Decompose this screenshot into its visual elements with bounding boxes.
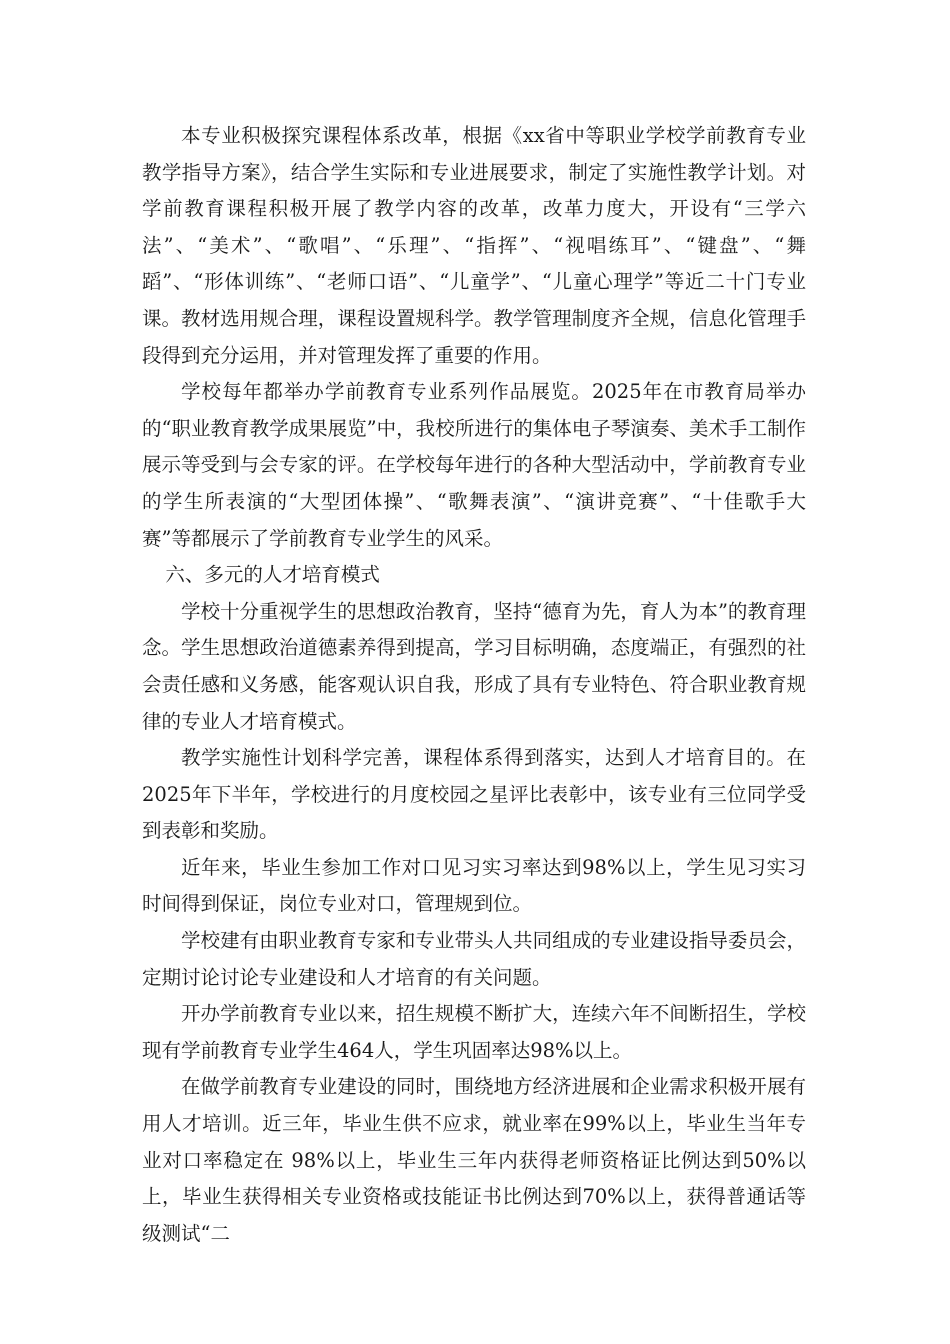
- paragraph-teaching-plan: 教学实施性计划科学完善，课程体系得到落实，达到人才培育目的。在2025年下半年，学校进行的月度校园之星评比表彰中，该专业有三位同学受到表彰和奖励。: [142, 746, 806, 843]
- paragraph-employment: 在做学前教育专业建设的同时，围绕地方经济进展和企业需求积极开展有用人才培训。近三年，毕业生供不应求，就业率在99%以上，毕业生当年专业对口率稳定在 98%以上，毕业生三年内获得老师资格证比例达到50%以上，毕业生获得相关专业资格或技能证书比例达到70%以上，获得普通话等级测试“二: [142, 1075, 806, 1245]
- paragraph-internship-rate: 近年来，毕业生参加工作对口见习实习率达到98%以上，学生见习实习时间得到保证，岗位专业对口，管理规到位。: [142, 855, 806, 916]
- paragraph-works-exhibition: 学校每年都举办学前教育专业系列作品展览。2025年在市教育局举办的“职业教育教学成果展览”中，我校所进行的集体电子琴演奏、美术手工制作展示等受到与会专家的评。在学校每年进行的各种大型活动中，学前教育专业的学生所表演的“大型团体操”、“歌舞表演”、“演讲竞赛”、“十佳歌手大赛”等都展示了学前教育专业学生的风采。: [142, 380, 806, 550]
- paragraph-enrollment: 开办学前教育专业以来，招生规模不断扩大，连续六年不间断招生，学校现有学前教育专业学生464人，学生巩固率达98%以上。: [142, 1002, 806, 1062]
- paragraph-moral-education: 学校十分重视学生的思想政治教育，坚持“德育为先，育人为本”的教育理念。学生思想政治道德素养得到提高，学习目标明确，态度端正，有强烈的社会责任感和义务感，能客观认识自我，形成了具有专业特色、符合职业教育规律的专业人才培育模式。: [142, 599, 806, 733]
- paragraph-curriculum-reform: 本专业积极探究课程体系改革，根据《xx省中等职业学校学前教育专业教学指导方案》，结合学生实际和专业进展要求，制定了实施性教学计划。对学前教育课程积极开展了教学内容的改革，改革力度大，开设有“三学六法”、“美术”、“歌唱”、“乐理”、“指挥”、“视唱练耳”、“键盘”、“舞蹈”、“形体训练”、“老师口语”、“儿童学”、“儿童心理学”等近二十门专业课。教材选用规合理，课程设置规科学。教学管理制度齐全规，信息化管理手段得到充分运用，并对管理发挥了重要的作用。: [142, 124, 806, 367]
- document-page: [142, 118, 806, 1252]
- paragraph-steering-committee: 学校建有由职业教育专家和专业带头人共同组成的专业建设指导委员会，定期讨论讨论专业建设和人才培育的有关问题。: [142, 929, 806, 989]
- section-heading: 六、多元的人才培育模式: [165, 563, 380, 587]
